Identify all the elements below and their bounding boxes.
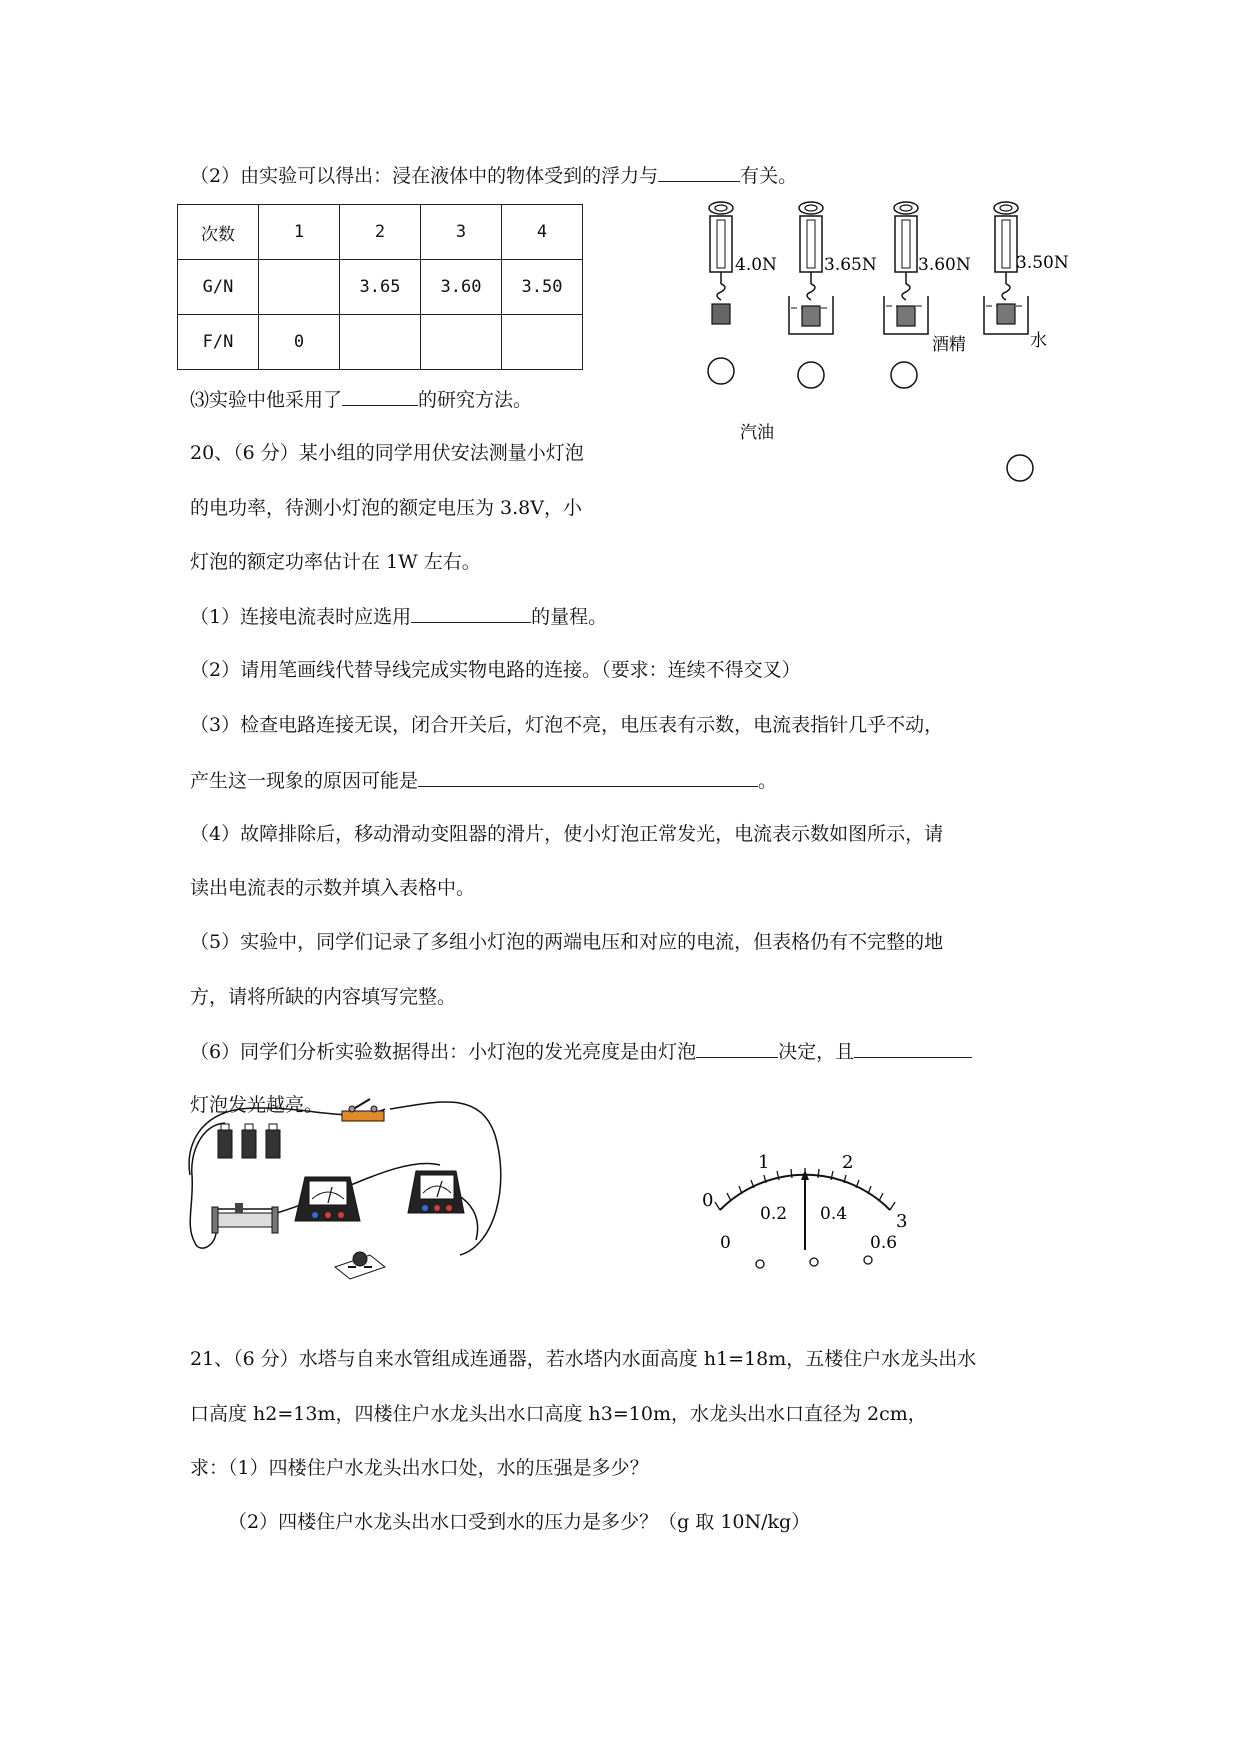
q21-line-1: 21、（6 分）水塔与自来水管组成连通器，若水塔内水面高度 h1=18m，五楼住户水龙头出水 <box>190 1348 977 1370</box>
q19-part2-answer-blank[interactable] <box>658 163 740 182</box>
reading-3: 3.60N <box>918 255 971 275</box>
q21-line-4: （2）四楼住户水龙头出水口受到水的压力是多少？（g 取 10N/kg） <box>228 1511 811 1533</box>
q20-part1-tail: 的量程。 <box>531 606 608 628</box>
table-cell: 4 <box>502 205 583 260</box>
q20-part6-line-b: 灯泡发光越亮。 <box>190 1094 324 1116</box>
table-cell: 0 <box>259 315 340 370</box>
q19-part2-line <box>190 163 797 188</box>
liquid-label-water: 水 <box>1030 331 1047 351</box>
circuit-figure <box>180 1095 520 1295</box>
q20-part6-mid: 决定，且 <box>778 1041 855 1063</box>
reading-2: 3.65N <box>824 255 877 275</box>
spring-scale-3 <box>884 202 928 388</box>
dial-lower-label-3: 0.6 <box>870 1233 898 1253</box>
table-cell: 3 <box>421 205 502 260</box>
terminal-middle <box>810 1258 818 1266</box>
q20-part1-line <box>190 604 607 629</box>
switch <box>342 1099 384 1121</box>
terminal-right <box>864 1256 872 1264</box>
reading-1: 4.0N <box>735 255 777 275</box>
q20-part5-line-b: 方，请将所缺的内容填写完整。 <box>190 986 457 1008</box>
ammeter-dial-figure <box>690 1140 920 1270</box>
table-row <box>178 315 583 370</box>
q19-part3-tail: 的研究方法。 <box>418 389 533 411</box>
dial-lower-label-1: 0.2 <box>760 1204 788 1224</box>
table-cell: 3.65 <box>340 260 421 315</box>
liquid-label-alcohol: 酒精 <box>932 335 966 355</box>
battery-pack <box>218 1124 280 1158</box>
ammeter <box>295 1177 360 1221</box>
spring-scale-4 <box>984 202 1033 481</box>
table-header-row <box>178 205 583 260</box>
q20-intro-line-2: 的电功率，待测小灯泡的额定电压为 3.8V，小 <box>190 497 582 519</box>
q20-part3-answer-blank[interactable] <box>418 768 758 787</box>
q19-data-table <box>177 204 583 370</box>
terminal-left <box>756 1260 764 1268</box>
voltmeter <box>408 1171 464 1213</box>
table-cell[interactable] <box>340 315 421 370</box>
spring-scale-2 <box>789 202 833 388</box>
reading-4: 3.50N <box>1016 253 1069 273</box>
q19-part3-line <box>190 387 532 412</box>
table-cell[interactable] <box>502 315 583 370</box>
q20-intro-line-1: 20、（6 分）某小组的同学用伏安法测量小灯泡 <box>190 442 584 464</box>
q19-part2-tail: 有关。 <box>740 165 798 187</box>
rheostat <box>212 1203 278 1233</box>
q21-line-3: 求：（1）四楼住户水龙头出水口处，水的压强是多少？ <box>190 1457 649 1479</box>
q20-part3-text: 产生这一现象的原因可能是 <box>190 770 419 792</box>
buoyancy-experiment-figure <box>690 198 1090 443</box>
light-bulb <box>335 1252 385 1279</box>
q20-part2-line: （2）请用笔画线代替导线完成实物电路的连接。（要求：连续不得交叉） <box>190 659 801 681</box>
table-cell: 次数 <box>178 205 259 260</box>
spring-scale-1 <box>708 202 734 384</box>
table-cell[interactable] <box>259 260 340 315</box>
table-cell: F/N <box>178 315 259 370</box>
liquid-label-gasoline: 汽油 <box>740 423 774 443</box>
q20-part1-answer-blank[interactable] <box>411 604 531 623</box>
table-cell: 2 <box>340 205 421 260</box>
q20-part6-line-a <box>190 1039 972 1064</box>
table-row <box>178 260 583 315</box>
q20-intro-line-3: 灯泡的额定功率估计在 1W 左右。 <box>190 551 481 573</box>
q19-part3-answer-blank[interactable] <box>342 387 418 406</box>
q20-part6-answer-blank-1[interactable] <box>696 1039 778 1058</box>
q19-part2-text: （2）由实验可以得出：浸在液体中的物体受到的浮力与 <box>190 165 659 187</box>
dial-upper-label-2: 2 <box>842 1152 854 1173</box>
dial-upper-label-0: 0 <box>702 1190 714 1211</box>
dial-upper-label-3: 3 <box>896 1211 908 1232</box>
q20-part1-text: （1）连接电流表时应选用 <box>190 606 412 628</box>
table-cell[interactable] <box>421 315 502 370</box>
q21-line-2: 口高度 h2=13m，四楼住户水龙头出水口高度 h3=10m，水龙头出水口直径为 2cm， <box>190 1403 927 1425</box>
table-cell: 1 <box>259 205 340 260</box>
q20-part6-text: （6）同学们分析实验数据得出：小灯泡的发光亮度是由灯泡 <box>190 1041 697 1063</box>
q20-part3-line-b <box>190 768 777 793</box>
table-cell: 3.60 <box>421 260 502 315</box>
q20-part3-tail: 。 <box>758 770 778 792</box>
q20-part4-line-b: 读出电流表的示数并填入表格中。 <box>190 877 476 899</box>
dial-lower-label-0: 0 <box>720 1233 731 1253</box>
q20-part4-line-a: （4）故障排除后，移动滑动变阻器的滑片，使小灯泡正常发光，电流表示数如图所示，请 <box>190 823 944 845</box>
table-cell: 3.50 <box>502 260 583 315</box>
dial-lower-label-2: 0.4 <box>820 1204 848 1224</box>
table-cell: G/N <box>178 260 259 315</box>
dial-upper-label-1: 1 <box>758 1152 770 1173</box>
q19-part3-text: ⑶实验中他采用了 <box>190 389 343 411</box>
q20-part5-line-a: （5）实验中，同学们记录了多组小灯泡的两端电压和对应的电流，但表格仍有不完整的地 <box>190 931 944 953</box>
q20-part6-answer-blank-2[interactable] <box>854 1039 972 1058</box>
q20-part3-line-a: （3）检查电路连接无误，闭合开关后，灯泡不亮，电压表有示数，电流表指针几乎不动， <box>190 714 944 736</box>
